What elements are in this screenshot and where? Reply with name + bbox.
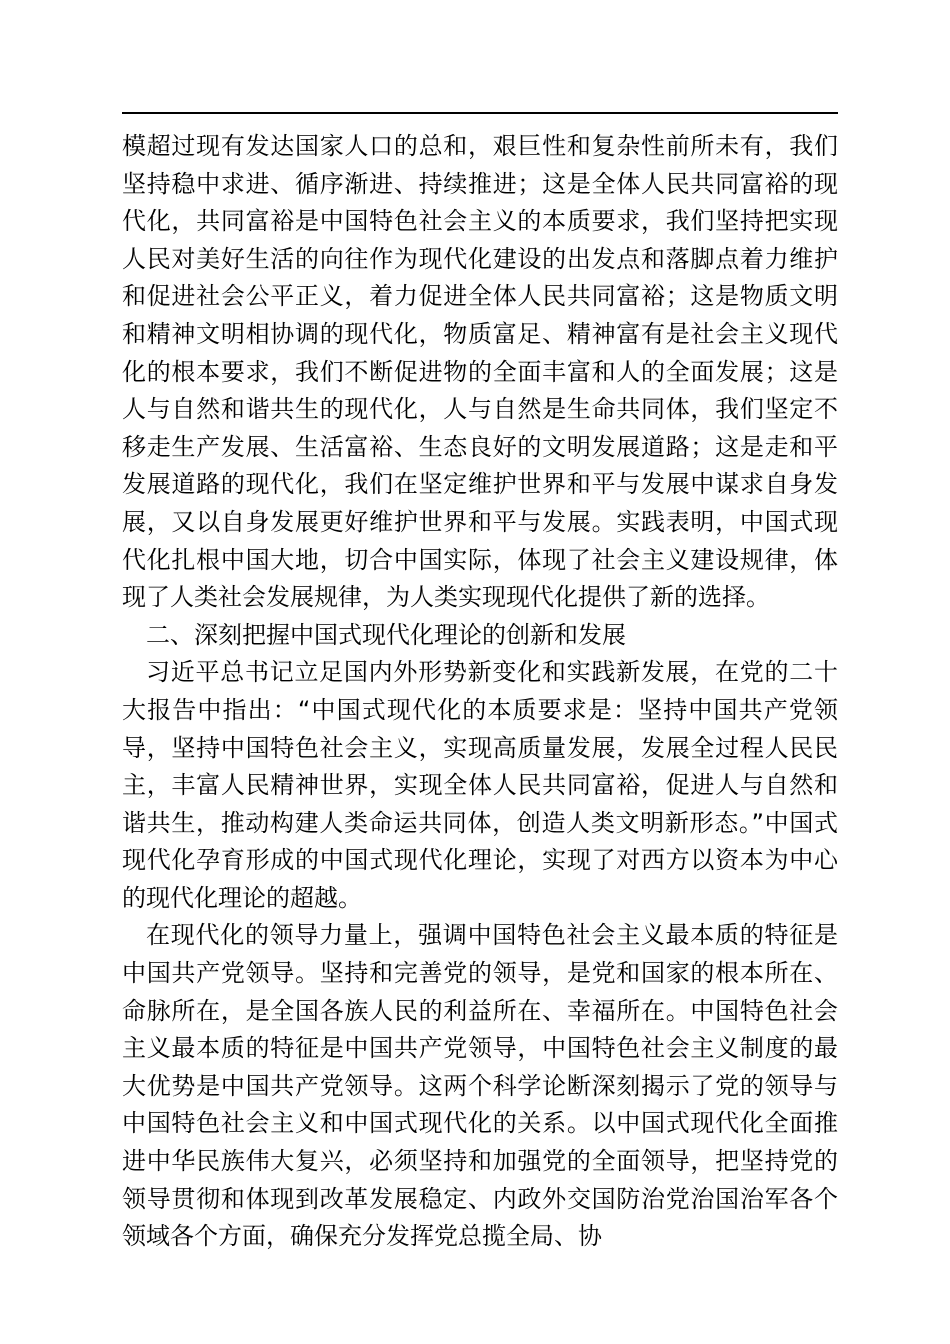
paragraph-report-quote: 习近平总书记立足国内外形势新变化和实践新发展，在党的二十大报告中指出：“中国式现代化的本质要求是：坚持中国共产党领导，坚持中国特色社会主义，实现高质量发展，发展全过程人民民主，丰富人民精神世界，实现全体人民共同富裕，促进人与自然和谐共生，推动构建人类命运共同体，创造人类文明新形态。”中国式现代化孕育形成的中国式现代化理论，实现了对西方以资本为中心的现代化理论的超越。 <box>122 658 838 912</box>
section-heading: 二、深刻把握中国式现代化理论的创新和发展 <box>146 620 626 649</box>
header-rule <box>122 112 838 114</box>
document-body <box>122 128 838 1256</box>
paragraph-leadership: 在现代化的领导力量上，强调中国特色社会主义最本质的特征是中国共产党领导。坚持和完善党的领导，是党和国家的根本所在、命脉所在，是全国各族人民的利益所在、幸福所在。中国特色社会主义最本质的特征是中国共产党领导，中国特色社会主义制度的最大优势是中国共产党领导。这两个科学论断深刻揭示了党的领导与中国特色社会主义和中国式现代化的关系。以中国式现代化全面推进中华民族伟大复兴，必须坚持和加强党的全面领导，把坚持党的领导贯彻和体现到改革发展稳定、内政外交国防治党治国治军各个领域各个方面，确保充分发挥党总揽全局、协 <box>122 921 838 1251</box>
paragraph-continuation: 模超过现有发达国家人口的总和，艰巨性和复杂性前所未有，我们坚持稳中求进、循序渐进、持续推进；这是全体人民共同富裕的现代化，共同富裕是中国特色社会主义的本质要求，我们坚持把实现人民对美好生活的向往作为现代化建设的出发点和落脚点着力维护和促进社会公平正义，着力促进全体人民共同富裕；这是物质文明和精神文明相协调的现代化，物质富足、精神富有是社会主义现代化的根本要求，我们不断促进物的全面丰富和人的全面发展；这是人与自然和谐共生的现代化，人与自然是生命共同体，我们坚定不移走生产发展、生活富裕、生态良好的文明发展道路；这是走和平发展道路的现代化，我们在坚定维护世界和平与发展中谋求自身发展，又以自身发展更好维护世界和平与发展。实践表明，中国式现代化扎根中国大地，切合中国实际，体现了社会主义建设规律，体现了人类社会发展规律，为人类实现现代化提供了新的选择。 <box>122 132 838 612</box>
